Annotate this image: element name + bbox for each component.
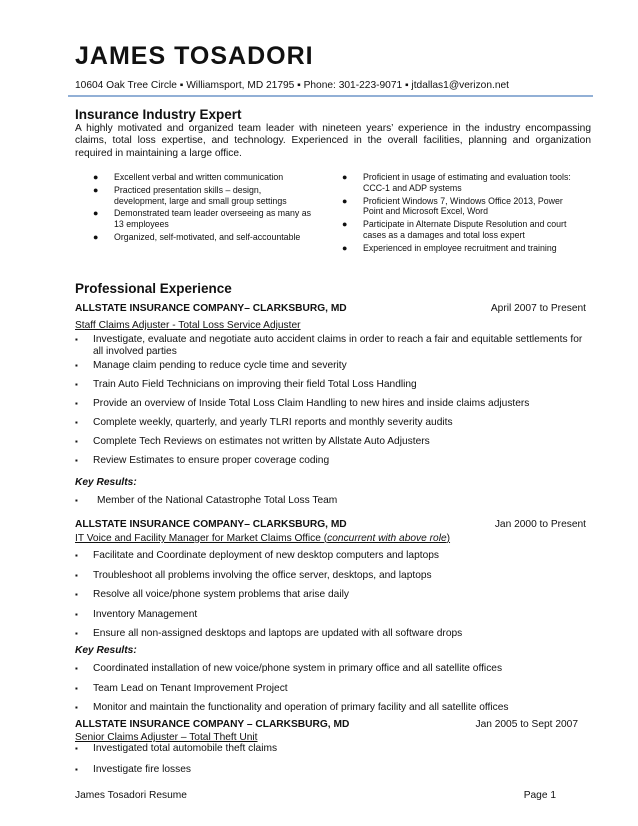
bullet-icon: ▪	[75, 551, 78, 560]
job3-title: Senior Claims Adjuster – Total Theft Unit	[75, 732, 258, 743]
skill-item: ● Practiced presentation skills – design, development, large and small group settings	[93, 184, 287, 206]
bullet-icon: ▪	[75, 744, 78, 753]
bullet-icon: ▪	[75, 496, 78, 505]
bullet-icon: ▪	[75, 590, 78, 599]
job1-title: Staff Claims Adjuster - Total Loss Service Adjuster	[75, 320, 301, 331]
header-divider	[68, 95, 593, 97]
skill-item: ● Organized, self-motivated, and self-accountable	[93, 231, 301, 242]
job3-company: ALLSTATE INSURANCE COMPANY – CLARKSBURG, MD	[75, 719, 350, 730]
job1-dates: April 2007 to Present	[490, 303, 586, 314]
experience-heading: Professional Experience	[75, 281, 232, 296]
list-item: ▪ Train Auto Field Technicians on improving their field Total Loss Handling	[75, 379, 417, 390]
bullet-icon: ▪	[75, 335, 78, 344]
bullet-icon: ▪	[75, 765, 78, 774]
job1-company: ALLSTATE INSURANCE COMPANY– CLARKSBURG, MD	[75, 303, 347, 314]
job3-dates: Jan 2005 to Sept 2007	[475, 719, 578, 730]
list-item: ▪ Monitor and maintain the functionality and operation of primary facility and all satellite offices	[75, 702, 509, 713]
job2-company: ALLSTATE INSURANCE COMPANY– CLARKSBURG, MD	[75, 519, 347, 530]
list-item: ▪ Review Estimates to ensure proper coverage coding	[75, 455, 330, 466]
bullet-icon: ▪	[75, 361, 78, 370]
list-item: ▪ Inventory Management	[75, 608, 198, 620]
bullet-icon: ▪	[75, 418, 78, 427]
bullet-icon: ▪	[75, 380, 78, 389]
skill-item: ● Participate in Alternate Dispute Resolution and court cases as a damages and total loss expert	[342, 219, 567, 240]
skills-left-column	[93, 172, 313, 245]
job1-key-results-label: Key Results:	[75, 477, 137, 488]
job3-duties	[75, 743, 595, 783]
list-item: ▪ Team Lead on Tenant Improvement Project	[75, 682, 288, 694]
job2-duties	[75, 550, 595, 648]
bullet-icon: ▪	[75, 399, 78, 408]
bullet-icon: ▪	[75, 570, 78, 580]
list-item: ▪ Investigated total automobile theft claims	[75, 743, 278, 754]
list-item: ▪ Manage claim pending to reduce cycle time and severity	[75, 360, 347, 371]
bullet-icon: ▪	[75, 703, 78, 712]
job2-results	[75, 663, 595, 722]
list-item: ▪ Provide an overview of Inside Total Loss Claim Handling to new hires and inside claims adjusters	[75, 398, 530, 409]
bullet-icon: ▪	[75, 609, 78, 619]
footer-title: James Tosadori Resume	[75, 790, 187, 801]
list-item: ▪ Complete Tech Reviews on estimates not written by Allstate Auto Adjusters	[75, 436, 430, 447]
bullet-icon: ▪	[75, 683, 78, 693]
list-item: ▪ Troubleshoot all problems involving the office server, desktops, and laptops	[75, 569, 432, 581]
list-item: ▪ Investigate fire losses	[75, 764, 191, 775]
bullet-icon: ●	[342, 219, 348, 230]
bullet-icon: ●	[342, 172, 348, 182]
skill-item: ● Proficient Windows 7, Windows Office 2013, Power Point and Microsoft Excel, Word	[342, 195, 563, 217]
bullet-icon: ▪	[75, 629, 78, 638]
bullet-icon: ▪	[75, 456, 78, 465]
list-item: ▪ Coordinated installation of new voice/phone system in primary office and all satellite offices	[75, 663, 503, 674]
skill-item: ● Proficient in usage of estimating and evaluation tools: CCC-1 and ADP systems	[342, 172, 571, 193]
footer-page-number: Page 1	[523, 790, 556, 801]
bullet-icon: ●	[93, 208, 99, 219]
bullet-icon: ▪	[75, 664, 78, 673]
bullet-icon: ●	[342, 195, 348, 206]
list-item: ▪ Complete weekly, quarterly, and yearly TLRI reports and monthly severity audits	[75, 417, 453, 428]
bullet-icon: ●	[93, 231, 99, 242]
job2-key-results-label: Key Results:	[75, 645, 137, 656]
skill-item: ● Excellent verbal and written communication	[93, 172, 284, 182]
list-item: ▪ Ensure all non-assigned desktops and laptops are updated with all software drops	[75, 628, 463, 639]
list-item: ▪ Member of the National Catastrophe Total Loss Team	[75, 495, 338, 506]
list-item: ▪ Resolve all voice/phone system problems that arise daily	[75, 589, 349, 600]
skill-item: ● Experienced in employee recruitment and training	[342, 242, 557, 253]
bullet-icon: ●	[93, 184, 99, 195]
skills-right-column	[342, 172, 582, 256]
summary-text: A highly motivated and organized team leader with nineteen years’ experience in the industry encompassing claims, total loss expertise, and technology. Experienced in the overall facilities, planning and organization required in maintaining a large office.	[75, 123, 591, 159]
bullet-icon: ▪	[75, 437, 78, 446]
job2-title: IT Voice and Facility Manager for Market Claims Office (concurrent with above role)	[75, 533, 451, 544]
candidate-name: JAMES TOSADORI	[75, 42, 314, 70]
bullet-icon: ●	[93, 172, 99, 182]
job1-duties	[75, 334, 595, 474]
summary-heading: Insurance Industry Expert	[75, 107, 242, 122]
bullet-icon: ●	[342, 242, 348, 253]
skill-item: ● Demonstrated team leader overseeing as many as 13 employees	[93, 208, 312, 230]
job2-dates: Jan 2000 to Present	[494, 519, 586, 530]
list-item: ▪ Facilitate and Coordinate deployment of new desktop computers and laptops	[75, 550, 440, 561]
list-item: ▪ Investigate, evaluate and negotiate auto accident claims in order to reach a fair and equitable settlements for all involved parties	[75, 334, 583, 358]
contact-line: 10604 Oak Tree Circle ▪ Williamsport, MD 21795 ▪ Phone: 301-223-9071 ▪ jtdallas1@verizon.net	[75, 80, 509, 91]
job1-results	[75, 495, 595, 507]
